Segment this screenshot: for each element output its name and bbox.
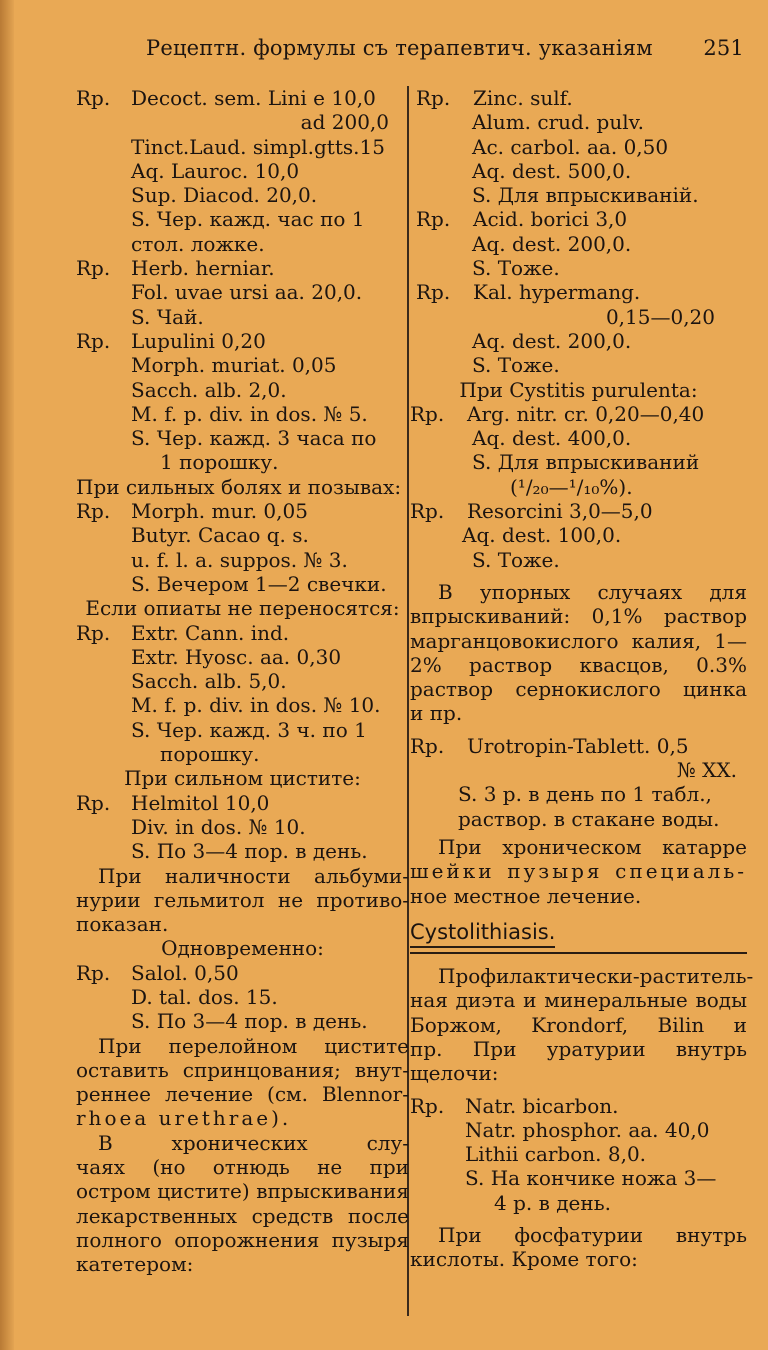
rx-line: Sacch. alb. 2,0. [131, 377, 287, 402]
prescription-block [76, 329, 409, 475]
text-line: впрыскиваний: 0,1% раствор [410, 604, 747, 629]
text-line: лекарственных средств после [76, 1203, 409, 1228]
rx-line: Sup. Diacod. 20,0. [131, 183, 318, 208]
rx-line: Lithii carbon. 8,0. [465, 1142, 647, 1167]
text-line: Профилактически-раститель- [438, 964, 754, 989]
rx-line: Fol. uvae ursi aa. 20,0. [131, 280, 363, 305]
text-line: При наличности альбуми- [98, 863, 409, 888]
paragraph [76, 1131, 409, 1277]
rx-line: Resorcini 3,0—5,0 [467, 499, 653, 524]
rx-line: Kal. hypermang. [473, 280, 641, 305]
prescription-block [410, 499, 747, 572]
rx-signa: раствор. в стакане воды. [458, 806, 720, 831]
text-line: марганцовокислого калия, 1— [410, 628, 747, 653]
text-line: При фосфатурии внутрь [438, 1223, 747, 1248]
rp-label: Rp. [416, 207, 451, 232]
rp-label: Rp. [76, 499, 111, 524]
prescription-block [76, 86, 409, 256]
text-line: пр. При уратурии внутрь [410, 1036, 747, 1061]
rx-signa: 1 порошку. [160, 450, 279, 475]
subheading: При сильных болях и позывах: [76, 474, 402, 499]
prescription-block [76, 621, 409, 767]
rx-line: Herb. herniar. [131, 256, 275, 281]
rx-line: Arg. nitr. cr. 0,20—0,40 [467, 401, 705, 426]
rx-line: Decoct. sem. Lini e 10,0 [131, 86, 376, 110]
text-line: чаях (но отнюдь не при [76, 1155, 409, 1180]
paragraph [410, 964, 754, 1086]
text-line: ное местное лечение. [410, 883, 642, 908]
paragraph [410, 580, 747, 726]
rx-signa: S. Тоже. [472, 547, 560, 572]
rx-line: Extr. Cann. ind. [131, 620, 290, 645]
text-line: катетером: [76, 1252, 194, 1277]
text-line: ная диэта и минеральные воды [410, 988, 747, 1013]
paragraph [76, 1034, 409, 1131]
rx-signa: S. Вечером 1—2 свечки. [131, 571, 387, 596]
rx-signa: S. Чер. кажд. 3 часа по [131, 426, 377, 451]
text-line: В упорных случаях для [438, 579, 747, 604]
left-column [76, 86, 409, 1277]
prescription-block [76, 256, 409, 329]
rx-signa: S. По 3—4 пор. в день. [131, 1009, 368, 1034]
prescription-block [76, 791, 409, 864]
right-column [410, 86, 754, 1272]
rp-label: Rp. [416, 86, 451, 110]
rp-label: Rp. [416, 280, 451, 305]
rx-signa: S. Для впрыскиваний [472, 450, 700, 475]
rx-line: D. tal. dos. 15. [131, 984, 278, 1009]
page-number: 251 [703, 36, 744, 60]
rx-line: Urotropin-Tablett. 0,5 [467, 733, 689, 758]
rx-line: Alum. crud. pulv. [472, 110, 644, 135]
rx-line: Aq. dest. 200,0. [472, 231, 632, 256]
prescription-block [410, 402, 747, 499]
rx-line: Morph. muriat. 0,05 [131, 353, 337, 378]
prescription-block [76, 499, 409, 596]
rx-line: Aq. dest. 400,0. [472, 426, 632, 451]
rx-line: M. f. p. div. in dos. № 5. [131, 401, 368, 426]
rx-line: Helmitol 10,0 [131, 790, 270, 815]
rx-signa: S. На кончике ножа 3— [465, 1166, 717, 1191]
rx-line: M. f. p. div. in dos. № 10. [131, 693, 381, 718]
text-line: В хронических слу- [98, 1130, 409, 1155]
rp-label: Rp. [76, 86, 111, 110]
prescription-block [410, 1094, 747, 1215]
page-header [146, 36, 744, 60]
rx-line: Extr. Hyosc. aa. 0,30 [131, 644, 342, 669]
rx-line: Aq. dest. 100,0. [462, 523, 622, 548]
rx-line: Zinc. sulf. [473, 86, 573, 110]
rx-line: Aq. dest. 200,0. [472, 328, 632, 353]
rx-line: Natr. bicarbon. [465, 1093, 619, 1118]
text-line: оставить спринцования; внут- [76, 1057, 409, 1082]
subheading: Если опиаты не переносятся: [85, 596, 400, 621]
rx-signa: S. Для впрыскиваній. [472, 183, 699, 208]
text-line: rhoea urethrae). [76, 1106, 292, 1131]
rx-line: Div. in dos. № 10. [131, 814, 306, 839]
rx-signa: S. Тоже. [472, 256, 560, 281]
text-line: реннее лечение (см. Blennor- [76, 1082, 409, 1107]
rp-label: Rp. [76, 328, 111, 353]
text-line: При перелойном цистите [98, 1033, 409, 1058]
text-line: 2% раствор квасцов, 0.3% [410, 652, 747, 677]
prescription-block [76, 961, 409, 1034]
rp-label: Rp. [410, 401, 445, 426]
rx-signa: S. Чер. кажд. 3 ч. по 1 [131, 717, 367, 742]
prescription-block [410, 207, 747, 280]
rx-line: Butyr. Cacao q. s. [131, 523, 309, 548]
rx-line: u. f. l. a. suppos. № 3. [131, 547, 348, 572]
rx-signa: порошку. [160, 742, 260, 767]
text-line: нурии гельмитол не противо- [76, 887, 409, 912]
rx-line: 0,15—0,20 [605, 304, 715, 329]
rp-label: Rp. [76, 620, 111, 645]
text-line: раствор сернокислого цинка [410, 677, 747, 702]
text-line: кислоты. Кроме того: [410, 1247, 638, 1272]
prescription-block [410, 280, 747, 377]
rx-signa: S. 3 р. в день по 1 табл., [458, 782, 712, 807]
rx-signa: стол. ложке. [131, 231, 265, 256]
rx-signa: S. Тоже. [472, 353, 560, 378]
text-line: щелочи: [410, 1061, 499, 1086]
paragraph [76, 864, 409, 937]
rx-signa: 4 р. в день. [494, 1190, 611, 1215]
running-title: Рецептн. формулы съ терапевтич. указаніям [146, 36, 653, 60]
subheading: При Cystitis purulenta: [459, 377, 698, 402]
subheading: Одновременно: [161, 936, 324, 961]
text-line: полного опорожнения пузыря [76, 1227, 409, 1252]
rp-label: Rp. [76, 960, 111, 985]
rx-line: Salol. 0,50 [131, 960, 239, 985]
rx-line: Tinct.Laud. simpl.gtts.15 [131, 134, 385, 159]
rx-line: Aq. Lauroc. 10,0 [131, 158, 300, 183]
rx-line: Ac. carbol. aa. 0,50 [472, 134, 669, 159]
rp-label: Rp. [410, 733, 445, 758]
prescription-block [410, 86, 747, 207]
rx-line: Sacch. alb. 5,0. [131, 669, 287, 694]
prescription-block [410, 734, 747, 831]
rp-label: Rp. [410, 499, 445, 524]
section-heading: Cystolithiasis. [410, 920, 555, 948]
rp-label: Rp. [410, 1093, 445, 1118]
rx-signa: (¹/₂₀—¹/₁₀%). [510, 474, 633, 499]
text-line: остром цистите) впрыскивания [76, 1179, 409, 1204]
rx-line: Acid. borici 3,0 [473, 207, 628, 232]
paragraph [410, 835, 747, 908]
text-line: При хроническом катарре [438, 834, 747, 859]
text-line: показан. [76, 912, 169, 937]
paragraph [410, 1223, 747, 1272]
text-line: шейки пузыря специаль- [410, 859, 747, 884]
text-line: и пр. [410, 701, 463, 726]
rp-label: Rp. [76, 256, 111, 281]
rx-line: ad 200,0 [300, 110, 389, 135]
subheading: При сильном цистите: [124, 766, 361, 791]
rx-line: Natr. phosphor. aa. 40,0 [465, 1117, 710, 1142]
rx-signa: S. Чер. кажд. час по 1 [131, 207, 365, 232]
rx-signa: S. Чай. [131, 304, 204, 329]
rx-line: № XX. [676, 758, 737, 783]
book-spine-shadow [0, 0, 14, 1350]
rp-label: Rp. [76, 790, 111, 815]
rx-signa: S. По 3—4 пор. в день. [131, 839, 368, 864]
rx-line: Aq. dest. 500,0. [472, 158, 632, 183]
rx-line: Morph. mur. 0,05 [131, 499, 308, 524]
text-line: Боржом, Krondorf, Bilin и [410, 1012, 747, 1037]
rx-line: Lupulini 0,20 [131, 328, 266, 353]
section-rule [410, 952, 747, 954]
